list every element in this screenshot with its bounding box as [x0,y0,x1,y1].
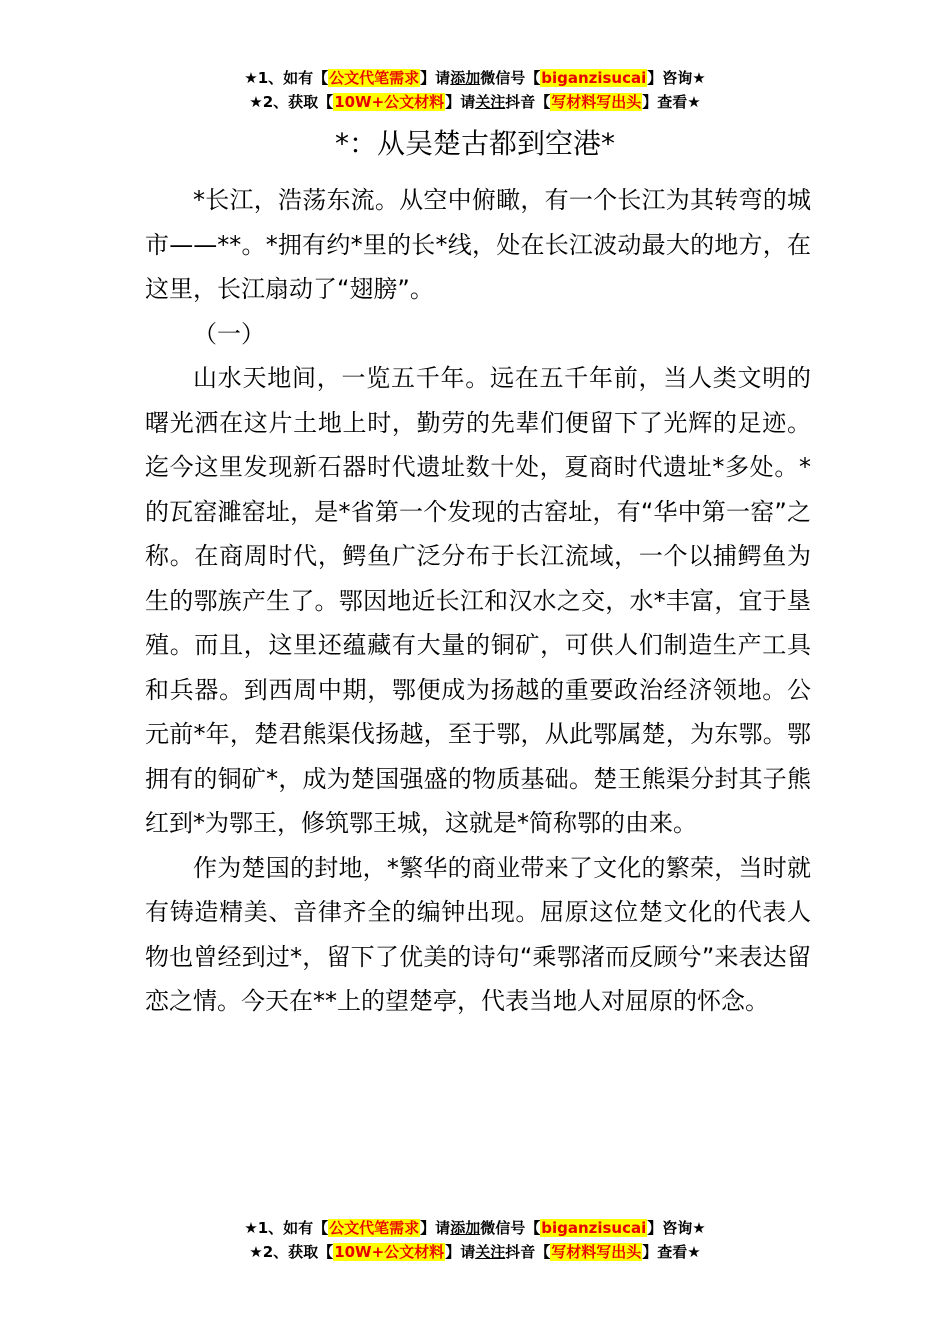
promo-highlight-douyin-account: 写材料写出头 [551,93,642,111]
promo-text: 微信号【 [480,1219,541,1237]
promo-line-1 [0,66,950,90]
paragraph-intro: *长江，浩荡东流。从空中俯瞰，有一个长江为其转弯的城市——**。*拥有约*里的长*线，处在长江波动最大的地方，在这里，长江扇动了“翅膀”。 [145,186,811,303]
promo-underline-follow: 关注 [475,1243,506,1261]
promo-text: 】咨询★ [647,69,706,87]
promo-text: 】请 [445,93,476,111]
promo-highlight-materials: 10W+公文材料 [334,93,445,111]
promo-text: ★1、如有【 [244,69,329,87]
promo-highlight-service: 公文代笔需求 [329,69,420,87]
promo-line-2 [0,90,950,114]
promo-text: 抖音【 [505,1243,551,1261]
promo-underline-follow: 关注 [475,93,506,111]
document-title: *：从吴楚古都到空港* [334,127,615,160]
promo-text: 】请 [445,1243,476,1261]
document-body [145,178,811,1024]
promo-text: 】请 [420,69,451,87]
promo-header [0,66,950,114]
paragraph-culture: 作为楚国的封地，*繁华的商业带来了文化的繁荣，当时就有铸造精美、音律齐全的编钟出现。屈原这位楚文化的代表人物也曾经到过*，留下了优美的诗句“乘鄂渚而反顾兮”来表达留恋之情。今天在**上的望楚亭，代表当地人对屈原的怀念。 [145,853,811,1015]
promo-line-1 [0,1216,950,1240]
promo-underline-add: 添加 [450,69,481,87]
promo-text: ★1、如有【 [244,1219,329,1237]
section-heading-one: （一） [193,319,265,348]
promo-line-2 [0,1240,950,1264]
promo-text: 】查看★ [642,93,701,111]
promo-highlight-wechat-id: biganzisucai [541,69,647,87]
paragraph-history: 山水天地间，一览五千年。远在五千年前，当人类文明的曙光洒在这片土地上时，勤劳的先辈们便留下了光辉的足迹。迄今这里发现新石器时代遗址数十处，夏商时代遗址*多处。*的瓦窑濉窑址，是*省第一个发现的古窑址，有“华中第一窑”之称。在商周时代，鳄鱼广泛分布于长江流域，一个以捕鳄鱼为生的鄂族产生了。鄂因地近长江和汉水之交，水*丰富，宜于垦殖。而且，这里还蕴藏有大量的铜矿，可供人们制造生产工具和兵器。到西周中期，鄂便成为扬越的重要政治经济领地。公元前*年，楚君熊渠伐扬越，至于鄂，从此鄂属楚，为东鄂。鄂拥有的铜矿*，成为楚国强盛的物质基础。楚王熊渠分封其子熊红到*为鄂王，修筑鄂王城，这就是*简称鄂的由来。 [145,364,811,837]
promo-text: 】查看★ [642,1243,701,1261]
promo-text: 抖音【 [505,93,551,111]
promo-text: 】咨询★ [647,1219,706,1237]
promo-highlight-wechat-id: biganzisucai [541,1219,647,1237]
promo-text: 微信号【 [480,69,541,87]
promo-highlight-douyin-account: 写材料写出头 [551,1243,642,1261]
promo-underline-add: 添加 [450,1219,481,1237]
promo-highlight-service: 公文代笔需求 [329,1219,420,1237]
promo-footer [0,1216,950,1264]
promo-text: ★2、获取【 [249,1243,334,1261]
promo-text: 】请 [420,1219,451,1237]
promo-text: ★2、获取【 [249,93,334,111]
promo-highlight-materials: 10W+公文材料 [334,1243,445,1261]
